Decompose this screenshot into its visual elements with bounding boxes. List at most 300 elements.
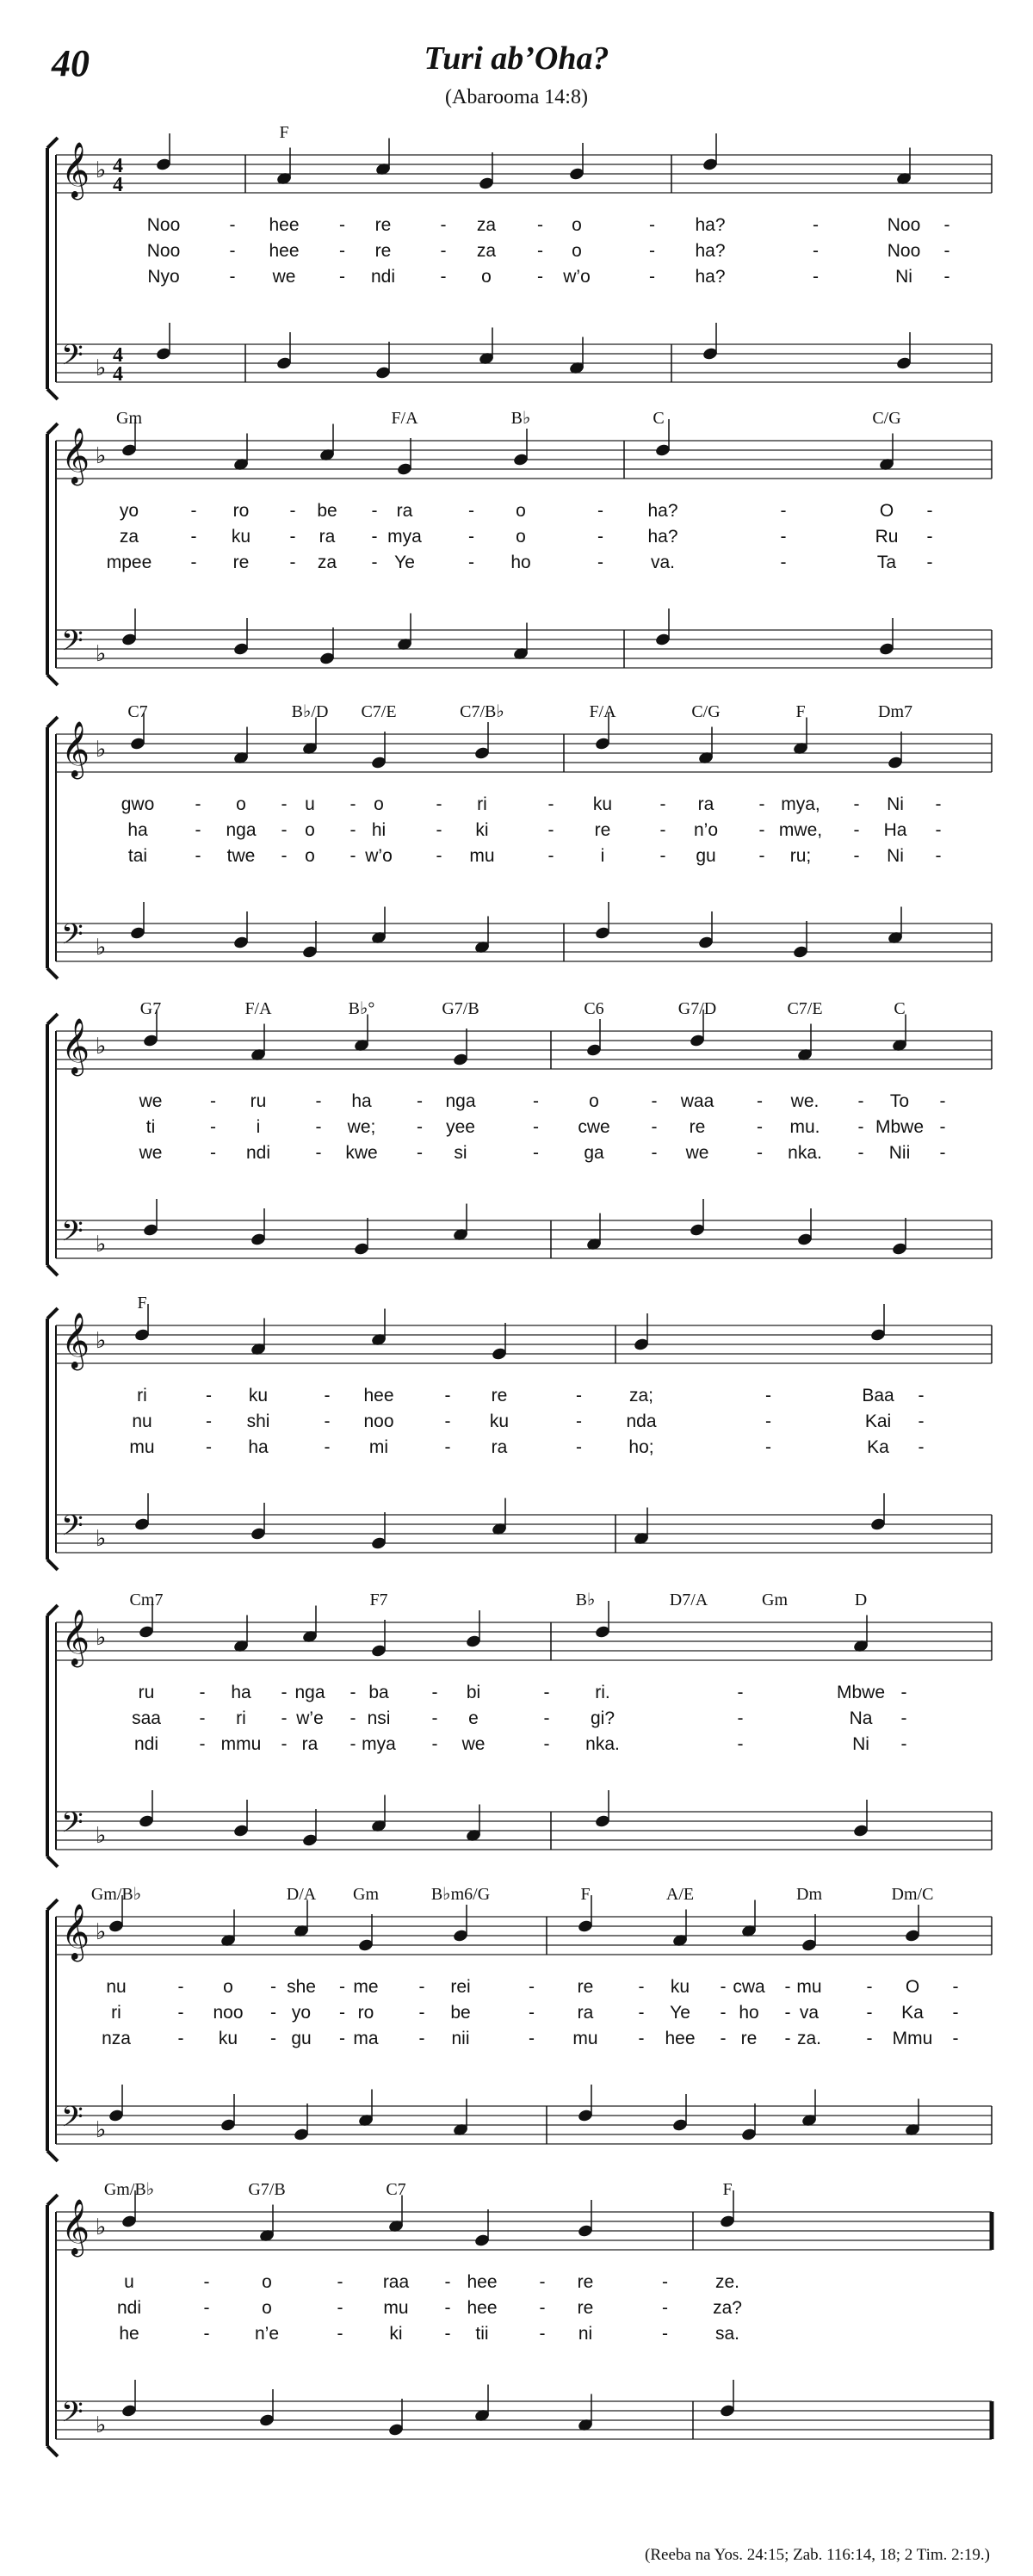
lyric-syllable: ma (353, 2029, 379, 2048)
hyphen: - (315, 1143, 322, 1163)
hyphen: - (431, 1708, 438, 1728)
lyric-syllable: tii (475, 2324, 489, 2344)
lyric-syllable: nu (106, 1977, 127, 1997)
hyphen: - (649, 267, 655, 287)
lyric-syllable: Ni (887, 846, 904, 866)
hyphen: - (206, 1412, 212, 1431)
bass-clef: 𝄢 (61, 339, 84, 378)
hyphen: - (210, 1143, 216, 1163)
hyphen: - (939, 1117, 946, 1137)
hyphen: - (662, 2272, 668, 2292)
lyric-syllable: Noo (146, 241, 181, 261)
lyric-syllable: gwo (121, 794, 155, 814)
lyric-syllable: we (685, 1143, 709, 1163)
key-signature-flat: ♭ (96, 1526, 107, 1551)
lyric-syllable: u (124, 2272, 134, 2292)
lyric-syllable: hi (371, 820, 387, 840)
hyphen: - (758, 794, 765, 814)
time-signature: 4 (113, 363, 123, 386)
hyphen: - (918, 1437, 925, 1457)
hyphen: - (418, 2003, 425, 2023)
lyric-syllable: nga (226, 820, 257, 840)
lyric-syllable: nga (294, 1683, 325, 1702)
lyric-syllable: za; (628, 1386, 654, 1405)
lyric-syllable: he (119, 2324, 139, 2344)
hyphen: - (418, 1977, 425, 1997)
lyric-syllable: hee (269, 215, 300, 235)
lyric-syllable: w’o (563, 267, 591, 287)
hyphen: - (900, 1734, 907, 1754)
chord-symbol: D (854, 1591, 868, 1609)
lyric-syllable: ku (248, 1386, 269, 1405)
lyric-syllable: nga (445, 1091, 476, 1111)
chord-symbol: C7/B♭ (460, 702, 504, 721)
lyric-syllable: we. (790, 1091, 820, 1111)
lyric-syllable: o (481, 267, 492, 287)
hyphen: - (857, 1091, 864, 1111)
lyric-syllable: o (223, 1977, 233, 1997)
lyric-syllable: mya (362, 1734, 396, 1754)
lyric-syllable: nza (102, 2029, 131, 2048)
hyphen: - (952, 1977, 959, 1997)
hyphen: - (866, 2029, 873, 2048)
hyphen: - (281, 820, 288, 840)
hyphen: - (659, 794, 666, 814)
treble-clef: 𝄞 (61, 1611, 90, 1665)
hyphen: - (737, 1708, 744, 1728)
lyric-syllable: mu (572, 2029, 598, 2048)
hyphen: - (206, 1437, 212, 1457)
hyphen: - (417, 1143, 423, 1163)
chord-symbol: F/A (244, 999, 272, 1018)
hyphen: - (177, 1977, 184, 1997)
lyric-syllable: hee (665, 2029, 696, 2048)
lyric-syllable: va. (650, 553, 676, 572)
lyric-syllable: ha (248, 1437, 269, 1457)
hyphen: - (444, 1386, 451, 1405)
lyric-syllable: o (262, 2298, 272, 2318)
hyphen: - (926, 501, 933, 521)
lyric-syllable: za (476, 241, 497, 261)
hyphen: - (900, 1683, 907, 1702)
hyphen: - (900, 1708, 907, 1728)
hyphen: - (662, 2298, 668, 2318)
lyric-syllable: e (468, 1708, 479, 1728)
lyric-syllable: re (740, 2029, 758, 2048)
lyric-syllable: hee (363, 1386, 394, 1405)
hyphen: - (853, 820, 860, 840)
hyphen: - (780, 501, 787, 521)
hyphen: - (281, 1708, 288, 1728)
hyphen: - (651, 1117, 658, 1137)
key-signature-flat: ♭ (96, 355, 107, 380)
hyphen: - (289, 501, 296, 521)
lyric-syllable: nda (626, 1412, 657, 1431)
bass-clef: 𝄢 (61, 1215, 84, 1254)
lyric-syllable: ra (301, 1734, 319, 1754)
hyphen: - (935, 794, 942, 814)
hyphen: - (199, 1683, 206, 1702)
hyphen: - (177, 2029, 184, 2048)
chord-symbol: C6 (584, 999, 604, 1018)
lyric-syllable: i (600, 846, 605, 866)
hyphen: - (757, 1143, 763, 1163)
lyric-syllable: Ye (394, 553, 415, 572)
hyphen: - (440, 215, 447, 235)
lyric-syllable: me (353, 1977, 379, 1997)
lyric-syllable: rei (450, 1977, 471, 1997)
lyric-syllable: we (139, 1091, 163, 1111)
key-signature-flat: ♭ (96, 737, 107, 762)
lyric-syllable: o (516, 527, 526, 547)
hyphen: - (918, 1412, 925, 1431)
hyphen: - (765, 1412, 771, 1431)
hyphen: - (195, 846, 201, 866)
lyric-syllable: ze. (714, 2272, 740, 2292)
lyric-syllable: gu (291, 2029, 312, 2048)
lyric-syllable: mwe, (778, 820, 823, 840)
lyric-syllable: Ni (887, 794, 904, 814)
lyric-syllable: be (317, 501, 337, 521)
lyric-syllable: ku (489, 1412, 510, 1431)
chord-symbol: G7/B (442, 999, 479, 1018)
hyphen: - (813, 215, 819, 235)
hyphen: - (349, 1708, 356, 1728)
time-signature: 4 (113, 174, 123, 196)
lyric-syllable: ki (475, 820, 489, 840)
chord-symbol: D/A (286, 1885, 317, 1904)
chord-symbol: F (137, 1294, 147, 1313)
treble-clef: 𝄞 (61, 429, 90, 483)
lyric-syllable: ha? (647, 501, 678, 521)
key-signature-flat: ♭ (96, 935, 107, 960)
hyphen: - (935, 820, 942, 840)
lyric-syllable: Nii (888, 1143, 911, 1163)
lyric-syllable: ha? (695, 241, 726, 261)
lyric-syllable: re (577, 2272, 594, 2292)
hyphen: - (539, 2324, 546, 2344)
hyphen: - (597, 527, 603, 547)
chord-symbol: C7/E (361, 702, 397, 721)
lyric-syllable: ri. (595, 1683, 610, 1702)
lyric-syllable: za. (796, 2029, 822, 2048)
hyphen: - (866, 1977, 873, 1997)
lyric-syllable: w’e (296, 1708, 324, 1728)
hyphen: - (720, 1977, 727, 1997)
hyphen: - (339, 2029, 345, 2048)
lyric-syllable: o (572, 241, 582, 261)
hyphen: - (758, 820, 765, 840)
hyphen: - (853, 794, 860, 814)
chord-symbol: Gm/B♭ (90, 1885, 142, 1904)
chord-symbol: C (653, 409, 665, 428)
hyphen: - (926, 553, 933, 572)
hyphen: - (468, 527, 474, 547)
lyric-syllable: va (799, 2003, 820, 2023)
hyphen: - (547, 794, 554, 814)
hyphen: - (765, 1386, 771, 1405)
lyric-syllable: cwe (578, 1117, 610, 1137)
hyphen: - (952, 2003, 959, 2023)
time-signature: 4 (113, 155, 123, 177)
chord-symbol: C7/E (787, 999, 823, 1018)
lyric-syllable: Mbwe (875, 1117, 925, 1137)
chord-symbol: Gm (353, 1885, 379, 1904)
lyric-syllable: Ni (852, 1734, 869, 1754)
hyphen: - (339, 215, 345, 235)
lyric-syllable: re (577, 2298, 594, 2318)
hyphen: - (649, 241, 655, 261)
hyphen: - (190, 527, 197, 547)
hyphen: - (339, 241, 345, 261)
chord-symbol: F/A (391, 409, 418, 428)
chord-symbol: B♭ (575, 1591, 596, 1609)
lyric-syllable: Baa (862, 1386, 894, 1405)
hyphen: - (440, 267, 447, 287)
hyphen: - (597, 553, 603, 572)
hyphen: - (339, 1977, 345, 1997)
hyphen: - (229, 215, 236, 235)
hyphen: - (638, 1977, 645, 1997)
hyphen: - (468, 553, 474, 572)
hyphen: - (537, 241, 543, 261)
lyric-syllable: be (450, 2003, 471, 2023)
hyphen: - (651, 1143, 658, 1163)
lyric-syllable: O (905, 1977, 920, 1997)
hyphen: - (468, 501, 474, 521)
hyphen: - (349, 1734, 356, 1754)
lyric-syllable: hee (467, 2298, 498, 2318)
lyric-syllable: mu (469, 846, 495, 866)
hyphen: - (324, 1412, 331, 1431)
lyric-syllable: twe (226, 846, 256, 866)
lyric-syllable: Noo (887, 241, 921, 261)
lyric-syllable: ha (231, 1683, 251, 1702)
lyric-syllable: mu. (789, 1117, 820, 1137)
lyric-syllable: hee (269, 241, 300, 261)
lyric-syllable: kwe (345, 1143, 378, 1163)
chord-symbol: F/A (589, 702, 616, 721)
hyphen: - (757, 1117, 763, 1137)
hyphen: - (195, 794, 201, 814)
lyric-syllable: o (305, 846, 315, 866)
hyphen: - (431, 1734, 438, 1754)
lyric-syllable: i (256, 1117, 261, 1137)
hyphen: - (229, 267, 236, 287)
chord-symbol: G7 (139, 999, 162, 1018)
key-signature-flat: ♭ (96, 1232, 107, 1257)
lyric-syllable: we (461, 1734, 486, 1754)
lyric-syllable: nka. (585, 1734, 620, 1754)
lyric-syllable: ku (218, 2029, 238, 2048)
hyphen: - (857, 1143, 864, 1163)
lyric-syllable: tai (127, 846, 148, 866)
lyric-syllable: ki (389, 2324, 403, 2344)
hyphen: - (533, 1117, 539, 1137)
hyphen: - (177, 2003, 184, 2023)
lyric-syllable: ku (670, 1977, 690, 1997)
hyphen: - (444, 2272, 451, 2292)
hyphen: - (199, 1734, 206, 1754)
bass-clef: 𝄢 (61, 2101, 84, 2140)
chord-symbol: B♭° (348, 999, 375, 1018)
lyric-syllable: re (232, 553, 250, 572)
lyric-syllable: n’e (254, 2324, 280, 2344)
bass-clef: 𝄢 (61, 2396, 84, 2435)
hyphen: - (662, 2324, 668, 2344)
lyric-syllable: ni (578, 2324, 593, 2344)
lyric-syllable: mpee (106, 553, 152, 572)
hyphen: - (281, 846, 288, 866)
hyphen: - (444, 1412, 451, 1431)
hyphen: - (339, 267, 345, 287)
lyric-syllable: mya, (781, 794, 820, 814)
key-signature-flat: ♭ (96, 1328, 107, 1353)
chord-symbol: A/E (665, 1885, 695, 1904)
hyphen: - (349, 846, 356, 866)
lyric-syllable: za? (713, 2298, 742, 2318)
lyric-syllable: za (476, 215, 497, 235)
lyric-syllable: o (236, 794, 246, 814)
hyphen: - (440, 241, 447, 261)
lyric-syllable: ba (368, 1683, 389, 1702)
hyphen: - (270, 1977, 276, 1997)
lyric-syllable: Na (849, 1708, 873, 1728)
hyphen: - (649, 215, 655, 235)
hyphen: - (939, 1091, 946, 1111)
chord-symbol: B♭/D (291, 702, 329, 721)
hyphen: - (813, 241, 819, 261)
lyric-syllable: ho (510, 553, 531, 572)
lyric-syllable: ho; (628, 1437, 654, 1457)
hyphen: - (780, 527, 787, 547)
song-title: Turi ab’Oha? (424, 40, 609, 77)
lyric-syllable: Mmu (892, 2029, 933, 2048)
hyphen: - (720, 2003, 727, 2023)
hyphen: - (371, 527, 378, 547)
lyric-syllable: ga (584, 1143, 604, 1163)
lyric-syllable: mi (368, 1437, 389, 1457)
hyphen: - (529, 1977, 535, 1997)
chord-symbol: F7 (369, 1591, 388, 1609)
bass-clef: 𝄢 (61, 625, 84, 664)
lyric-syllable: Ka (901, 2003, 924, 2023)
treble-clef: 𝄞 (61, 2201, 90, 2254)
lyric-syllable: ha (351, 1091, 372, 1111)
hyphen: - (444, 1437, 451, 1457)
chord-symbol: Gm (762, 1591, 788, 1609)
lyric-syllable: ru (250, 1091, 267, 1111)
lyric-syllable: ha? (647, 527, 678, 547)
lyric-syllable: cwa (733, 1977, 765, 1997)
lyric-syllable: o (589, 1091, 599, 1111)
key-signature-flat: ♭ (96, 2412, 107, 2437)
hyphen: - (444, 2298, 451, 2318)
hyphen: - (857, 1117, 864, 1137)
lyric-syllable: ra (577, 2003, 594, 2023)
lyric-syllable: si (454, 1143, 467, 1163)
key-signature-flat: ♭ (96, 1823, 107, 1848)
lyric-syllable: shi (246, 1412, 270, 1431)
chord-symbol: F (795, 702, 806, 721)
hyphen: - (918, 1386, 925, 1405)
hyphen: - (737, 1734, 744, 1754)
key-signature-flat: ♭ (96, 1919, 107, 1944)
hyphen: - (203, 2324, 210, 2344)
hyphen: - (576, 1437, 582, 1457)
lyric-syllable: za (119, 527, 139, 547)
lyric-syllable: gi? (590, 1708, 615, 1728)
hyphen: - (324, 1437, 331, 1457)
lyric-syllable: ru; (789, 846, 812, 866)
hyphen: - (533, 1091, 539, 1111)
lyric-syllable: Noo (146, 215, 181, 235)
lyric-syllable: Ka (867, 1437, 889, 1457)
hyphen: - (337, 2272, 343, 2292)
hyphen: - (371, 553, 378, 572)
bass-clef: 𝄢 (61, 1807, 84, 1845)
hyphen: - (324, 1386, 331, 1405)
lyric-syllable: we; (347, 1117, 376, 1137)
lyric-syllable: ra (491, 1437, 508, 1457)
hyphen: - (720, 2029, 727, 2048)
lyric-syllable: waa (680, 1091, 714, 1111)
hyphen: - (529, 2003, 535, 2023)
hyphen: - (576, 1412, 582, 1431)
chord-symbol: F (722, 2180, 733, 2199)
hyphen: - (281, 1734, 288, 1754)
hyphen: - (281, 794, 288, 814)
lyric-syllable: ri (477, 794, 487, 814)
lyric-syllable: re (374, 241, 392, 261)
lyric-syllable: we (272, 267, 296, 287)
lyric-syllable: mya (387, 527, 422, 547)
lyric-syllable: re (374, 215, 392, 235)
chord-symbol: G7/B (248, 2180, 286, 2199)
lyric-syllable: re (689, 1117, 706, 1137)
lyric-syllable: n’o (693, 820, 719, 840)
lyric-syllable: To (889, 1091, 910, 1111)
chord-symbol: F (279, 123, 289, 142)
treble-clef: 𝄞 (61, 144, 90, 197)
lyric-syllable: o (305, 820, 315, 840)
lyric-syllable: Mbwe (836, 1683, 886, 1702)
hyphen: - (349, 794, 356, 814)
page-number: 40 (52, 42, 90, 84)
lyric-syllable: re (577, 1977, 594, 1997)
lyric-syllable: ra (319, 527, 336, 547)
hyphen: - (547, 846, 554, 866)
hyphen: - (935, 846, 942, 866)
hyphen: - (339, 2003, 345, 2023)
hyphen: - (418, 2029, 425, 2048)
treble-clef: 𝄞 (61, 1314, 90, 1368)
lyric-syllable: ri (111, 2003, 121, 2023)
key-signature-flat: ♭ (96, 641, 107, 666)
lyric-syllable: ru (138, 1683, 155, 1702)
hyphen: - (206, 1386, 212, 1405)
hyphen: - (543, 1734, 550, 1754)
key-signature-flat: ♭ (96, 158, 107, 182)
chord-symbol: D7/A (669, 1591, 708, 1609)
cross-reference-footer: (Reeba na Yos. 24:15; Zab. 116:14, 18; 2 Tim. 2:19.) (645, 2546, 990, 2564)
lyric-syllable: noo (363, 1412, 394, 1431)
lyric-syllable: ndi (133, 1734, 159, 1754)
hyphen: - (289, 553, 296, 572)
lyric-syllable: sa. (714, 2324, 740, 2344)
lyric-syllable: bi (466, 1683, 481, 1702)
hyphen: - (349, 820, 356, 840)
